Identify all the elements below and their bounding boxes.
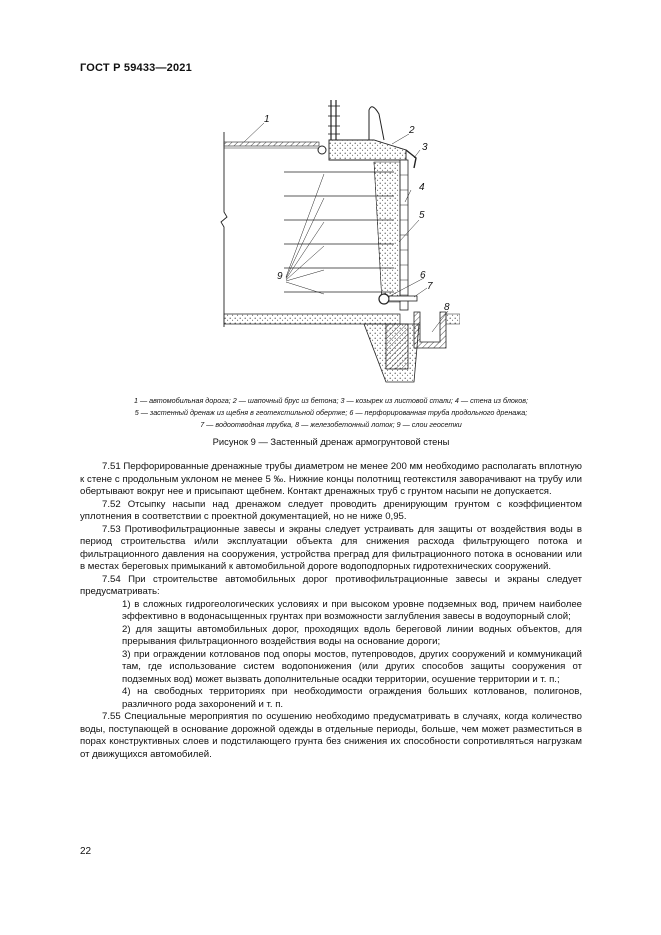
base-ground <box>224 314 400 324</box>
road-surface <box>224 142 319 146</box>
callout-5: 5 <box>419 210 425 221</box>
page-number: 22 <box>80 846 92 857</box>
list-item-2: 2) для защиты автомобильных дорог, проходящих вдоль береговой линии водных объектов, для прерывания фильтрационного воздействия воды на основание дороги; <box>122 623 582 647</box>
tray-ground <box>446 314 460 324</box>
callout-3: 3 <box>422 142 428 153</box>
callout-6: 6 <box>420 270 426 281</box>
list-item-1: 1) в сложных гидрогеологических условиях и при высоком уровне подземных вод, причем наиболее эффективно в водонасыщенных грунтах при возможности заглубления завесы в водоупорный слой; <box>122 598 582 622</box>
perforated-drain-pipe <box>379 294 389 304</box>
list-item-4: 4) на свободных территориях при необходимости ограждения больших котлованов, полигонов, различного рода захоронений и т. п. <box>122 686 582 710</box>
retaining-wall-drainage-figure <box>214 92 460 392</box>
document-header: ГОСТ Р 59433—2021 <box>80 62 192 74</box>
document-body <box>80 461 582 761</box>
callout-8: 8 <box>444 302 450 313</box>
callout-9: 9 <box>277 271 283 282</box>
figure-caption: Рисунок 9 — Застенный дренаж армогрунтовой стены <box>212 436 450 447</box>
paragraph-7-51: 7.51 Перфорированные дренажные трубы диаметром не менее 200 мм необходимо располагать вплотную к стене с продольным уклоном не менее 5 ‰. Нижние концы полотнищ геотекстиля заворачивают на трубу или обертывают вокруг нее и присыпают щебнем. Контакт дренажных труб с грунтом насыпи не допускается. <box>80 461 582 497</box>
figure-legend <box>80 395 582 431</box>
callout-4: 4 <box>419 182 425 193</box>
callout-1: 1 <box>264 114 270 125</box>
concrete-tray <box>414 312 446 348</box>
block-wall <box>400 160 408 310</box>
paragraph-7-55: 7.55 Специальные мероприятия по осушению необходимо предусматривать в случаях, когда количество воды, поступающей в основание дорожной одежды в отдельные периоды, больше, чем может разместиться в порах конструктивных слоев и подстилающего грунта без снижения их способности сопротивляться нагрузкам от движущихся автомобилей. <box>80 711 582 760</box>
legend-line-2: 5 — застенный дренаж из щебня в геотекстильной обертке; 6 — перфорированная труба продольного дренажа; <box>134 408 528 417</box>
road-edge-pipe <box>318 146 326 154</box>
callout-2: 2 <box>409 125 415 136</box>
callout-9-leaders <box>286 174 324 294</box>
outlet-pipe <box>389 296 417 301</box>
paragraph-7-53: 7.53 Противофильтрационные завесы и экраны следует устраивать для защиты от воздействия воды в период строительства и/или эксплуатации объекта для снижения расхода фильтрующего потока и фильтрационного давления на сооружения, устройства преград для фильтрационного потока в основании или в местах береговых примыканий к автомобильной дороге водоподпорных гидротехнических сооружений. <box>80 523 582 572</box>
guard-railing <box>328 100 340 140</box>
legend-line-1: 1 — автомобильная дорога; 2 — шапочный брус из бетона; 3 — козырек из листовой стали; 4 — стена из блоков; <box>133 396 529 405</box>
paragraph-7-52: 7.52 Отсыпку насыпи над дренажом следует проводить дренирующим грунтом с коэффициентом уплотнения в соответствии с проектной документацией, но не ниже 0,95. <box>80 498 582 522</box>
list-item-3: 3) при ограждении котлованов под опоры мостов, путепроводов, других сооружений и коммуникаций там, где использование систем водопонижения (или других способов защиты сооружения от подземных вод) может вызвать дополнительные осадки территории, осушение территории и т. п.; <box>122 648 582 685</box>
left-break-line <box>221 132 227 327</box>
concrete-cap-beam <box>329 140 406 160</box>
foundation-block <box>386 324 408 369</box>
paragraph-7-54: 7.54 При строительстве автомобильных дорог противофильтрационные завесы и экраны следует предусматривать: <box>80 573 582 597</box>
legend-line-3: 7 — водоотводная трубка, 8 — железобетонный лоток; 9 — слои геосетки <box>200 420 462 429</box>
parapet-post <box>369 107 384 140</box>
callout-7: 7 <box>427 281 433 292</box>
